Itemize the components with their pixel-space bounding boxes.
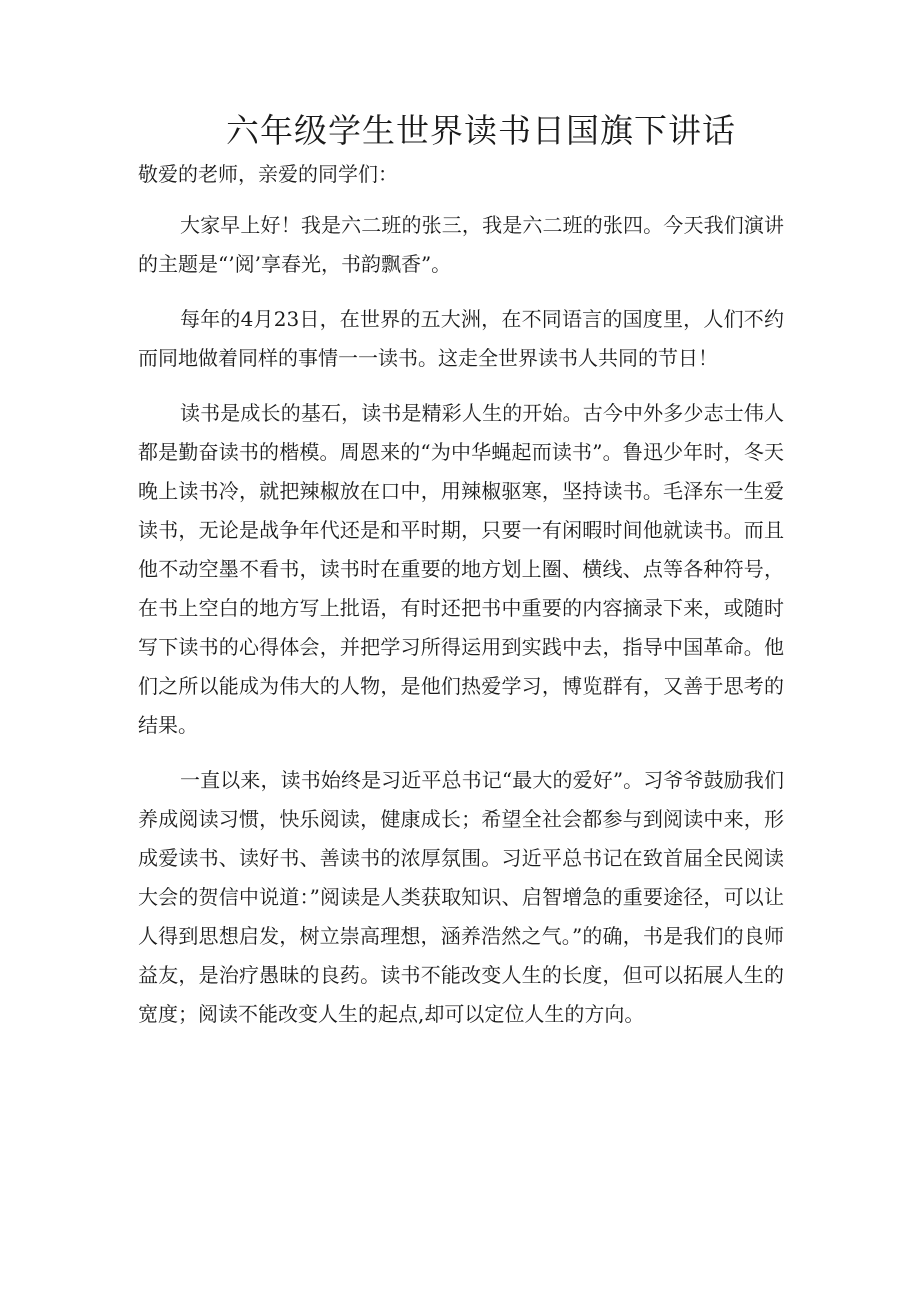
salutation: 敬爱的老师，亲爱的同学们： bbox=[138, 162, 398, 186]
paragraph-world-book-day: 每年的4月23日，在世界的五大洲，在不同语言的国度里，人们不约而同地做着同样的事情一一读书。这走全世界读书人共同的节日！ bbox=[138, 307, 784, 370]
paragraph-great-readers: 读书是成长的基石，读书是精彩人生的开始。古今中外多少志士伟人都是勤奋读书的楷模。周恩来的“为中华蝇起而读书”。鲁迅少年时，冬天晚上读书冷，就把辣椒放在口中，用辣椒驱寒，坚持读书。毛泽东一生爱读书，无论是战争年代还是和平时期，只要一有闲暇时间他就读书。而且他不动空墨不看书，读书时在重要的地方划上圈、横线、点等各种符号，在书上空白的地方写上批语，有时还把书中重要的内容摘录下来，或随时写下读书的心得体会，并把学习所得运用到实践中去，指导中国革命。他们之所以能成为伟大的人物，是他们热爱学习，博览群有，又善于思考的结果。 bbox=[138, 401, 784, 737]
document-title: 六年级学生世界读书日国旗下讲话 bbox=[226, 111, 736, 150]
paragraph-greeting: 大家早上好！我是六二班的张三，我是六二班的张四。今天我们演讲的主题是“’阅’享春光，书韵飘香”。 bbox=[138, 213, 784, 276]
document-page bbox=[138, 108, 784, 1034]
paragraph-reading-value: 一直以来，读书始终是习近平总书记“最大的爱好”。习爷爷鼓励我们养成阅读习惯，快乐阅读，健康成长；希望全社会都参与到阅读中来，形成爱读书、读好书、善读书的浓厚氛围。习近平总书记在致首届全民阅读大会的贺信中说道：”阅读是人类获取知识、启智增急的重要途径，可以让人得到思想启发，树立崇高理想，涵养浩然之气。”的确，书是我们的良师益友，是治疗愚昧的良药。读书不能改变人生的长度，但可以拓展人生的宽度；阅读不能改变人生的起点,却可以定位人生的方向。 bbox=[138, 768, 784, 1026]
